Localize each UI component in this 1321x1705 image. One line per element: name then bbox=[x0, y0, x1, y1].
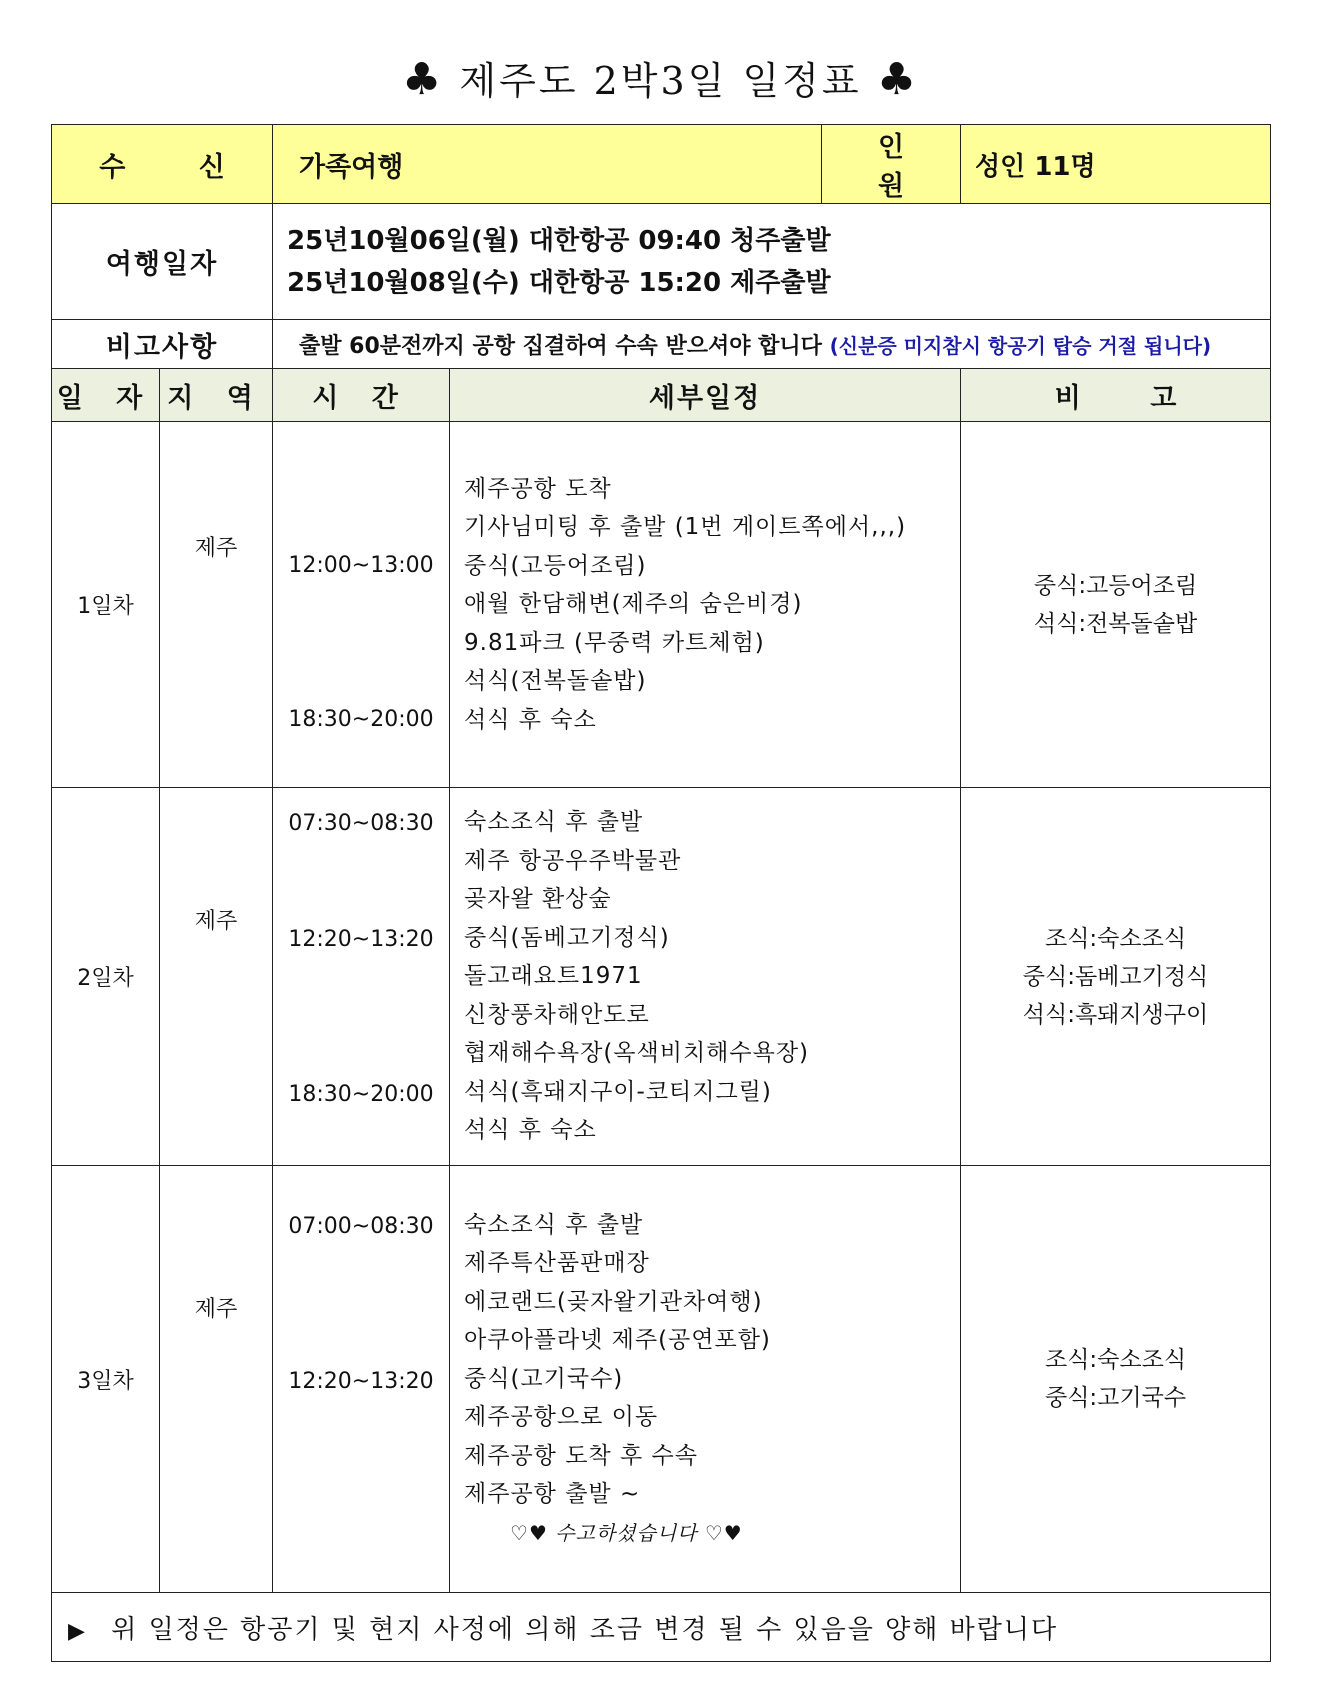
footer-row bbox=[52, 1593, 1271, 1662]
column-header-row bbox=[52, 369, 1271, 422]
detail-item: 곶자왈 환상숲 bbox=[464, 886, 612, 913]
detail-item: 9.81파크 (무중력 카트체험) bbox=[464, 629, 765, 656]
time-cell bbox=[273, 422, 450, 788]
people-value: 성인 11명 bbox=[961, 125, 1271, 204]
note-cell bbox=[961, 1166, 1271, 1593]
note-item: 조식:숙소조식 bbox=[1045, 1347, 1187, 1373]
day-row bbox=[52, 422, 1271, 788]
remark-row bbox=[52, 320, 1271, 369]
region-cell bbox=[160, 422, 273, 788]
note-item: 중식:고등어조림 bbox=[1033, 572, 1198, 599]
detail-cell bbox=[450, 422, 961, 788]
time-slot: 18:30~20:00 bbox=[288, 707, 434, 732]
travel-date-label: 여행일자 bbox=[52, 204, 273, 320]
detail-item: 제주공항 도착 후 수속 bbox=[464, 1442, 698, 1469]
region-cell bbox=[160, 1166, 273, 1593]
time-slot: 07:30~08:30 bbox=[288, 811, 434, 836]
triangle-right-icon: ▶ bbox=[68, 1618, 87, 1644]
detail-item: 중식(고등어조림) bbox=[464, 552, 647, 579]
page-title bbox=[0, 50, 1321, 111]
return-date: 25년10월08일(수) 대한항공 15:20 제주출발 bbox=[287, 267, 831, 298]
note-item: 중식:돔베고기정식 bbox=[1022, 963, 1209, 990]
title-text: 제주도 2박3일 일정표 bbox=[459, 59, 862, 103]
detail-item: 석식(전복돌솥밥) bbox=[464, 668, 647, 695]
detail-item: 석식 후 숙소 bbox=[464, 1117, 597, 1144]
detail-item: 아쿠아플라넷 제주(공연포함) bbox=[464, 1327, 771, 1354]
region-text: 제주 bbox=[194, 1297, 238, 1322]
note-cell bbox=[961, 422, 1271, 788]
footer-text: 위 일정은 항공기 및 현지 사정에 의해 조금 변경 될 수 있음을 양해 바랍니다 bbox=[111, 1614, 1059, 1645]
club-icon: ♣ bbox=[401, 54, 445, 105]
detail-item: 제주공항 출발 ~ bbox=[464, 1481, 641, 1508]
detail-cell bbox=[450, 1166, 961, 1593]
footer-note bbox=[52, 1593, 1271, 1662]
remark-label: 비고사항 bbox=[52, 320, 273, 369]
detail-item: 중식(돔베고기정식) bbox=[464, 924, 670, 951]
time-slot: 12:20~13:20 bbox=[288, 927, 434, 952]
time-cell bbox=[273, 788, 450, 1166]
note-item: 중식:고기국수 bbox=[1045, 1385, 1187, 1411]
time-slot: 12:20~13:20 bbox=[288, 1369, 434, 1394]
detail-item: 에코랜드(곶자왈기관차여행) bbox=[464, 1288, 763, 1315]
detail-item: 석식(흑돼지구이-코티지그릴) bbox=[464, 1078, 772, 1105]
time-cell bbox=[273, 1166, 450, 1593]
recipient-label: 수 신 bbox=[52, 125, 273, 204]
travel-date-values bbox=[273, 204, 1271, 320]
detail-item: 중식(고기국수) bbox=[464, 1365, 624, 1392]
remark-text: 출발 60분전까지 공항 집결하여 수속 받으셔야 합니다 bbox=[299, 333, 822, 359]
day-row bbox=[52, 788, 1271, 1166]
detail-item: 돌고래요트1971 bbox=[464, 963, 643, 990]
day-label: 1일차 bbox=[52, 422, 160, 788]
detail-item: 제주 항공우주박물관 bbox=[464, 847, 682, 874]
time-slot: 12:00~13:00 bbox=[288, 553, 434, 578]
detail-item: 신창풍차해안도로 bbox=[464, 1001, 650, 1028]
day-row bbox=[52, 1166, 1271, 1593]
detail-item: 협재해수욕장(옥색비치해수욕장) bbox=[464, 1040, 810, 1067]
detail-cell bbox=[450, 788, 961, 1166]
col-detail: 세부일정 bbox=[450, 369, 961, 422]
detail-item: 제주특산품판매장 bbox=[464, 1250, 650, 1277]
people-label: 인 원 bbox=[822, 125, 961, 204]
recipient-row bbox=[52, 125, 1271, 204]
note-item: 조식:숙소조식 bbox=[1045, 925, 1187, 952]
departure-date: 25년10월06일(월) 대한항공 09:40 청주출발 bbox=[287, 225, 831, 256]
region-text: 제주 bbox=[194, 536, 238, 561]
detail-item: 숙소조식 후 출발 bbox=[464, 1211, 644, 1238]
closing-message: ♡♥ 수고하셨습니다 ♡♥ bbox=[510, 1520, 743, 1545]
note-item: 석식:흑돼지생구이 bbox=[1022, 1001, 1209, 1028]
detail-item: 제주공항으로 이동 bbox=[464, 1404, 659, 1431]
detail-item: 애월 한담해변(제주의 숨은비경) bbox=[464, 591, 803, 618]
time-slot: 07:00~08:30 bbox=[288, 1214, 434, 1239]
detail-item: 제주공항 도착 bbox=[464, 475, 612, 502]
day-label: 3일차 bbox=[52, 1166, 160, 1593]
remark-value bbox=[273, 320, 1271, 369]
col-time: 시 간 bbox=[273, 369, 450, 422]
remark-note: (신분증 미지참시 항공기 탑승 거절 됩니다) bbox=[829, 333, 1212, 358]
col-note: 비 고 bbox=[961, 369, 1271, 422]
col-region: 지 역 bbox=[160, 369, 273, 422]
region-text: 제주 bbox=[194, 909, 238, 934]
region-cell bbox=[160, 788, 273, 1166]
recipient-value: 가족여행 bbox=[273, 125, 822, 204]
itinerary-table bbox=[51, 124, 1271, 1662]
detail-item: 숙소조식 후 출발 bbox=[464, 809, 644, 836]
note-cell bbox=[961, 788, 1271, 1166]
club-icon: ♣ bbox=[876, 54, 920, 105]
detail-item: 기사님미팅 후 출발 (1번 게이트쪽에서,,,) bbox=[464, 514, 907, 541]
detail-item: 석식 후 숙소 bbox=[464, 706, 597, 733]
time-slot: 18:30~20:00 bbox=[288, 1082, 434, 1107]
day-label: 2일차 bbox=[52, 788, 160, 1166]
note-item: 석식:전복돌솥밥 bbox=[1033, 610, 1198, 637]
travel-date-row bbox=[52, 204, 1271, 320]
col-day: 일 자 bbox=[52, 369, 160, 422]
